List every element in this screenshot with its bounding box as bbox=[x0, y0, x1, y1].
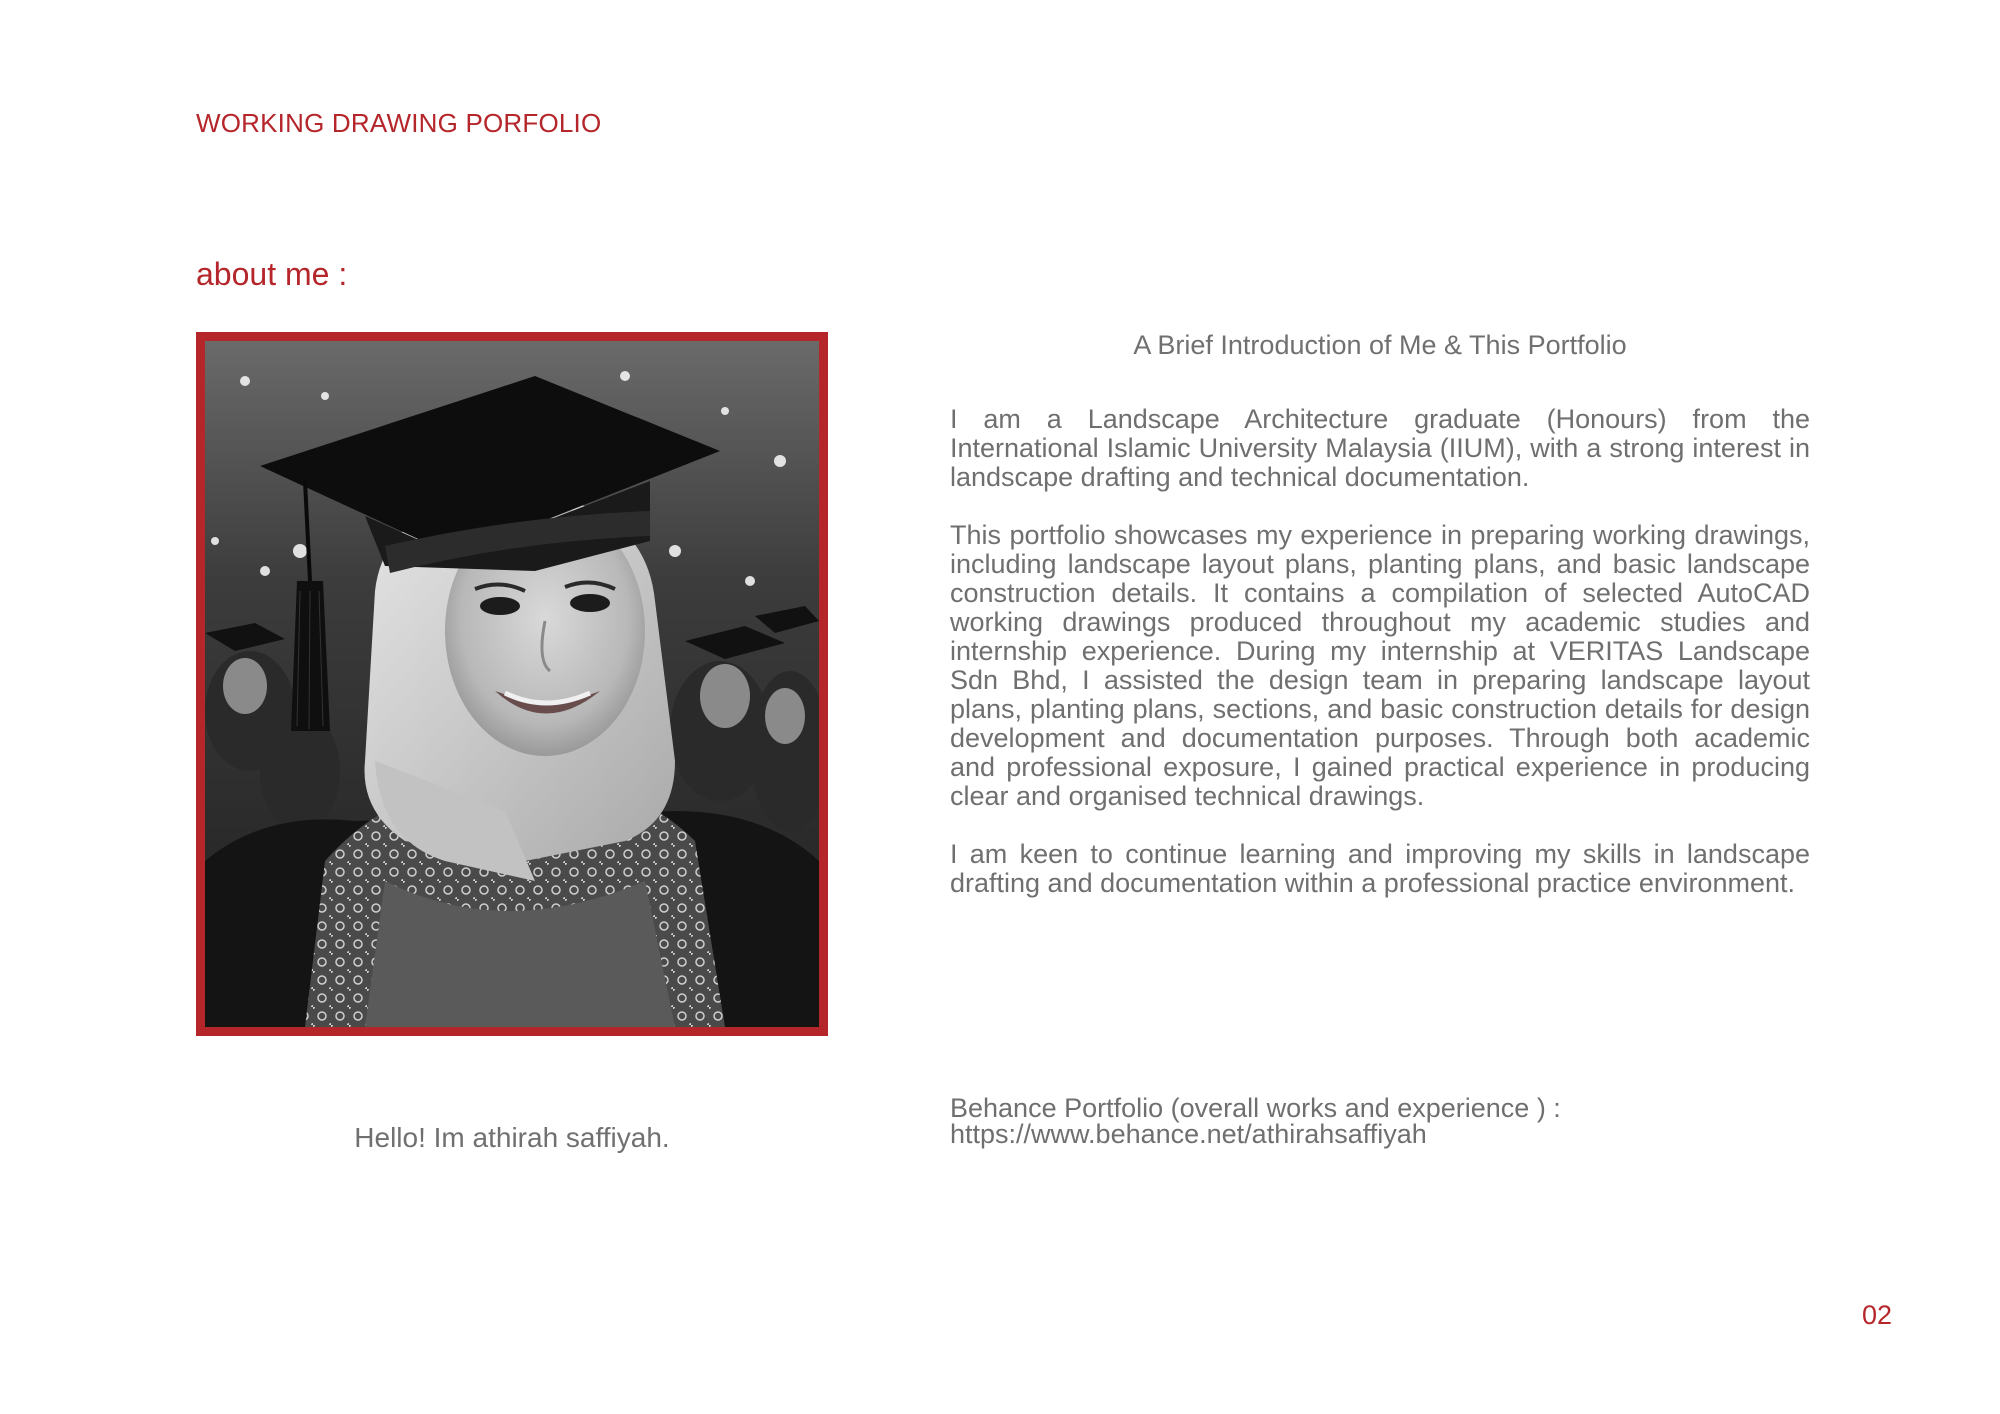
graduation-photo bbox=[196, 332, 828, 1036]
intro-heading: A Brief Introduction of Me & This Portfolio bbox=[1133, 330, 1627, 360]
behance-link[interactable]: https://www.behance.net/athirahsaffiyah bbox=[950, 1119, 1427, 1149]
photo-caption: Hello! Im athirah saffiyah. bbox=[354, 1122, 670, 1153]
behance-label: Behance Portfolio (overall works and experience ) : bbox=[950, 1093, 1561, 1123]
behance-block bbox=[950, 1095, 1810, 1147]
bio-paragraph: I am a Landscape Architecture graduate (Honours) from the International Islamic University Malaysia (IIUM), with a strong interest in landscape drafting and technical documentation. bbox=[950, 404, 1810, 492]
page-number: 02 bbox=[1861, 1300, 1892, 1330]
bio-text bbox=[950, 405, 1810, 927]
bio-paragraph: I am keen to continue learning and improving my skills in landscape drafting and documentation within a professional practice environment. bbox=[950, 839, 1810, 898]
about-me-title: about me : bbox=[196, 256, 348, 292]
bio-paragraph: This portfolio showcases my experience in preparing working drawings, including landscape layout plans, planting plans, and basic landscape construction details. It contains a compilation of selected AutoCAD working drawings produced throughout my academic studies and internship experience. During my internship at VERITAS Landscape Sdn Bhd, I assisted the design team in preparing landscape layout plans, planting plans, sections, and basic construction details for design development and documentation purposes. Through both academic and professional exposure, I gained practical experience in producing clear and organised technical drawings. bbox=[950, 520, 1810, 811]
graduation-portrait-image bbox=[205, 341, 819, 1027]
portfolio-header-title: WORKING DRAWING PORFOLIO bbox=[196, 108, 602, 138]
